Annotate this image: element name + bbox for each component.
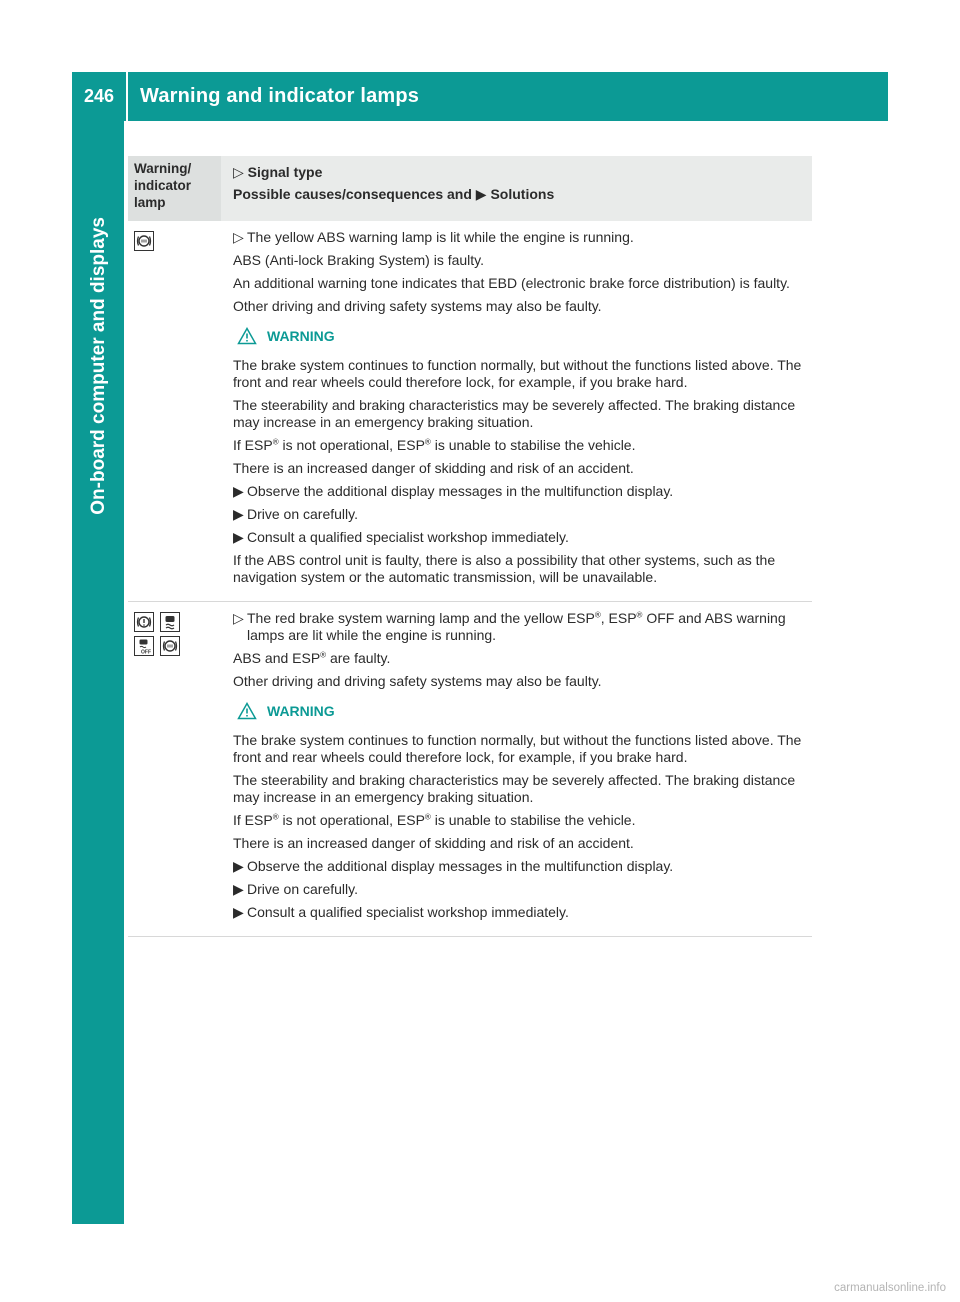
esp-off-warning-lamp-icon [134,636,154,656]
action-text: Consult a qualified specialist workshop immediately. [247,904,569,920]
cause-text: An additional warning tone indicates that EBD (electronic brake force distribution) is faulty. [233,275,790,291]
warning-label: WARNING [267,702,335,719]
warning-text: The steerability and braking characteristics may be severely affected. The braking distance may increase in an emergency braking situation. [233,772,796,805]
warning-text: The brake system continues to function normally, but without the functions listed above. The front and rear wheels could therefore lock, for example, if you brake hard. [233,732,802,765]
action-bullet-icon: ▶ [233,483,244,499]
page-header [72,72,888,121]
warning-heading [237,702,808,720]
action-bullet-icon: ▶ [233,904,244,920]
action-text: Drive on carefully. [247,881,359,897]
table-header [128,156,812,221]
cause-text: ABS (Anti-lock Braking System) is faulty. [233,252,485,268]
signal-text: The red brake system warning lamp and the yellow ESP®, ESP® OFF and ABS warning lamps are lit while the engine is running. [247,610,786,643]
table-row [128,221,812,602]
esp-warning-lamp-icon [160,612,180,632]
side-tab-label: On-board computer and displays [88,217,109,515]
action-bullet-icon: ▶ [233,506,244,522]
warning-text: The brake system continues to function normally, but without the functions listed above. The front and rear wheels could therefore lock, for example, if you brake hard. [233,357,802,390]
action-bullet-icon: ▶ [233,529,244,545]
warning-text: If ESP® is not operational, ESP® is unable to stabilise the vehicle. [233,812,636,828]
watermark[interactable]: carmanualsonline.info [834,1282,946,1294]
warning-text: The steerability and braking characteristics may be severely affected. The braking distance may increase in an emergency braking situation. [233,397,796,430]
signal-text: The yellow ABS warning lamp is lit while the engine is running. [247,229,634,245]
brake-warning-lamp-icon [134,612,154,632]
signal-type-icon: ▷ [233,164,244,180]
lamp-cell [128,602,221,936]
cause-text: ABS and ESP® are faulty. [233,650,391,666]
column-header-lamp-line3: lamp [134,195,166,210]
warning-heading [237,327,808,345]
column-header-lamp-line2: indicator [134,178,192,193]
abs-warning-lamp-icon [134,231,154,251]
warning-lamps-table [128,156,812,937]
warning-text: If ESP® is not operational, ESP® is unable to stabilise the vehicle. [233,437,636,453]
svg-text:OFF: OFF [141,649,151,655]
warning-triangle-icon [237,327,257,345]
description-cell [221,602,812,936]
warning-text: There is an increased danger of skidding and risk of an accident. [233,460,634,476]
action-bullet-icon: ▶ [233,881,244,897]
column-header-lamp [128,156,221,221]
table-row [128,602,812,937]
warning-label: WARNING [267,327,335,344]
side-tab-label-wrap [79,121,119,611]
header-divider [126,72,128,121]
action-text: Consult a qualified specialist workshop immediately. [247,529,569,545]
warning-triangle-icon [237,702,257,720]
lamp-cell [128,221,221,601]
signal-icon: ▷ [233,610,244,626]
signal-type-label: Signal type [247,164,323,180]
column-header-signal [221,156,554,221]
abs-warning-lamp-icon [160,636,180,656]
causes-label: Possible causes/consequences and [233,186,472,202]
action-text: Observe the additional display messages in the multifunction display. [247,483,674,499]
solutions-icon: ▶ [475,186,487,202]
column-header-lamp-line1: Warning/ [134,161,192,176]
warning-text: There is an increased danger of skidding and risk of an accident. [233,835,634,851]
action-bullet-icon: ▶ [233,858,244,874]
solutions-label: Solutions [490,186,555,202]
cause-text: Other driving and driving safety systems may also be faulty. [233,298,602,314]
chapter-title: Warning and indicator lamps [140,85,420,107]
page-number: 246 [83,86,115,106]
action-text: Drive on carefully. [247,506,359,522]
signal-icon: ▷ [233,229,244,245]
action-text: Observe the additional display messages in the multifunction display. [247,858,674,874]
cause-text: Other driving and driving safety systems may also be faulty. [233,673,602,689]
description-cell [221,221,812,601]
note-text: If the ABS control unit is faulty, there is also a possibility that other systems, such as the navigation system or the automatic transmission, will be unavailable. [233,552,776,585]
